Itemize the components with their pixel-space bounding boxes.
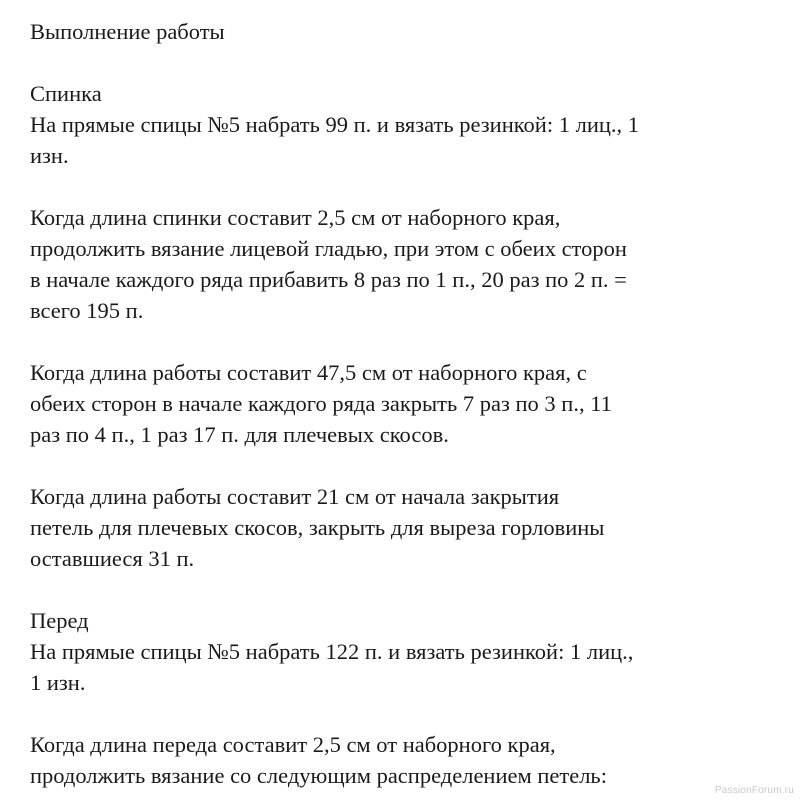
watermark: PassionForum.ru — [714, 785, 794, 796]
paragraph — [30, 357, 790, 450]
text-line: На прямые спицы №5 набрать 122 п. и вязать резинкой: 1 лиц., — [30, 639, 634, 664]
document-page — [30, 16, 790, 791]
text-line: продолжить вязание со следующим распределением петель: — [30, 763, 607, 788]
spacer — [30, 698, 790, 729]
text-line: обеих сторон в начале каждого ряда закрыть 7 раз по 3 п., 11 — [30, 391, 612, 416]
paragraph — [30, 729, 790, 791]
text-line: продолжить вязание лицевой гладью, при этом с обеих сторон — [30, 236, 627, 261]
text-line: петель для плечевых скосов, закрыть для выреза горловины — [30, 515, 605, 540]
text-line: Когда длина переда составит 2,5 см от наборного края, — [30, 732, 556, 757]
paragraph — [30, 481, 790, 574]
text-line: изн. — [30, 143, 69, 168]
spacer — [30, 47, 790, 78]
paragraph — [30, 202, 790, 326]
text-line: Когда длина работы составит 21 см от начала закрытия — [30, 484, 560, 509]
paragraph — [30, 109, 790, 171]
paragraph — [30, 636, 790, 698]
text-line: На прямые спицы №5 набрать 99 п. и вязать резинкой: 1 лиц., 1 — [30, 112, 640, 137]
text-line: оставшиеся 31 п. — [30, 546, 195, 571]
spacer — [30, 450, 790, 481]
text-line: 1 изн. — [30, 670, 86, 695]
text-line: всего 195 п. — [30, 298, 144, 323]
spacer — [30, 171, 790, 202]
spacer — [30, 326, 790, 357]
section-heading-front: Перед — [30, 608, 89, 633]
section-heading-back: Спинка — [30, 81, 102, 106]
section-front — [30, 605, 790, 791]
spacer — [30, 574, 790, 605]
section-back — [30, 78, 790, 574]
document-title: Выполнение работы — [30, 19, 225, 44]
text-line: раз по 4 п., 1 раз 17 п. для плечевых скосов. — [30, 422, 449, 447]
text-line: Когда длина спинки составит 2,5 см от наборного края, — [30, 205, 561, 230]
text-line: в начале каждого ряда прибавить 8 раз по 1 п., 20 раз по 2 п. = — [30, 267, 627, 292]
text-line: Когда длина работы составит 47,5 см от наборного края, с — [30, 360, 587, 385]
